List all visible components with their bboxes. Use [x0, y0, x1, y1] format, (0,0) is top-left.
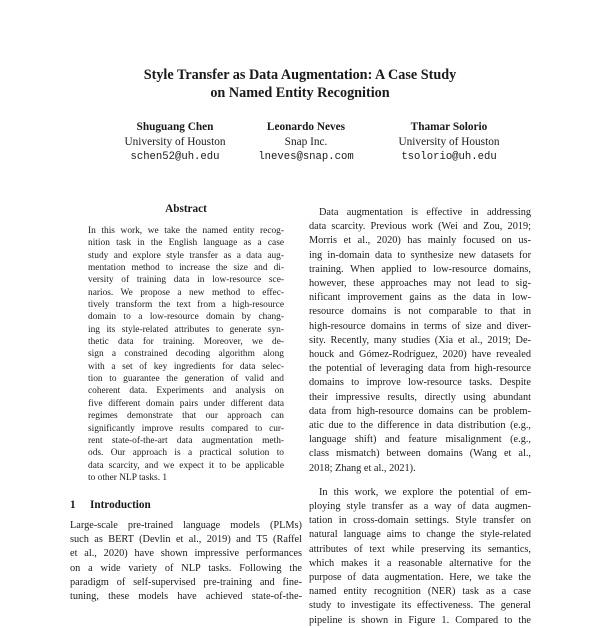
abstract-line: regimes demonstrate that our approach can — [88, 411, 284, 422]
body-line: tation in cross-domain settings. Style transfer on — [309, 515, 531, 527]
author-email: tsolorio@uh.edu — [401, 151, 497, 163]
abstract-line: with a set of key ingredients for data selec- — [88, 361, 284, 372]
author-affiliation: University of Houston — [124, 136, 226, 148]
title-line-1: Style Transfer as Data Augmentation: A Case Study — [143, 67, 457, 83]
body-line: 2018; Zhang et al., 2021). — [309, 462, 416, 474]
body-line: Morris et al., 2020) has mainly focused on us- — [309, 235, 531, 247]
body-line: resource domains is not comparable to that in — [309, 306, 531, 318]
body-line: high-resource domains in terms of size and diver- — [309, 320, 531, 332]
intro-line: tuning, these models have achieved state-of-the- — [70, 591, 302, 603]
abstract-line: rent state-of-the-art data augmentation meth- — [88, 435, 284, 446]
section-title: Introduction — [90, 499, 151, 511]
intro-line: paradigm of self-supervised pre-training and fine- — [70, 576, 302, 588]
body-line: data from high-resource domains can be problem- — [309, 405, 531, 417]
abstract-line: significantly improve results compared to cur- — [88, 423, 284, 434]
abstract-line: tively transform the text from a high-resource — [88, 300, 284, 311]
body-line: training. When applied to low-resource domains, — [309, 263, 531, 275]
abstract-line: tion to guarantee the generation of valid and — [88, 374, 284, 385]
author-name: Thamar Solorio — [410, 121, 488, 133]
section-number: 1 — [70, 499, 76, 511]
body-line: houck and Gómez-Rodríguez, 2020) have revealed — [309, 349, 531, 361]
body-line: nificant improvement gains as the data in low- — [309, 292, 531, 304]
body-line: however, these approaches may not lead to sig- — [309, 278, 531, 290]
body-line: Data augmentation is effective in addressing — [319, 207, 531, 218]
abstract-line: ing its style-related attributes to generate syn- — [88, 324, 284, 335]
paper-title — [0, 66, 600, 102]
body-line: named entity recognition (NER) task as a case — [309, 586, 531, 598]
intro-line: such as BERT (Devlin et al., 2019) and T5 (Raffel — [70, 534, 302, 546]
abstract-heading: Abstract — [165, 203, 207, 215]
paragraph-gap — [309, 476, 531, 486]
body-line: language shift) and feature misalignment (e.g., — [309, 434, 531, 446]
body-line: natural language aims to change the style-related — [309, 529, 531, 541]
body-line: which makes it a reasonable alternative for the — [309, 557, 531, 569]
body-line: study to investigate its effectiveness. The general — [309, 600, 531, 612]
body-line: pipeline is shown in Figure 1. Compared to the — [309, 614, 531, 626]
abstract-line: domain to a low-resource domain by chang- — [88, 312, 284, 323]
body-line: the potential of leveraging data from high-resource — [309, 363, 531, 375]
abstract-line: ods. Our approach is a practical solution to — [88, 448, 284, 459]
abstract-line: data scarcity, and we expect it to be applicable — [88, 460, 284, 471]
author-block-3 — [364, 120, 534, 165]
abstract-line: to other NLP tasks. 1 — [88, 472, 168, 483]
title-line-2: on Named Entity Recognition — [210, 85, 390, 101]
abstract-line: coherent data. Experiments and analysis on — [88, 386, 284, 397]
author-affiliation: Snap Inc. — [284, 136, 328, 148]
abstract-line: versity of training data in low-resource sce- — [88, 275, 284, 286]
body-line: their impressive results, directly using abundant — [309, 391, 531, 403]
abstract-line: study and explore style transfer as a data aug- — [88, 250, 284, 261]
abstract-line: sign a constrained decoding algorithm along — [88, 349, 284, 360]
body-line: In this work, we explore the potential of em- — [319, 486, 531, 498]
author-email: lneves@snap.com — [258, 151, 354, 163]
abstract-line: five different domain pairs under different data — [88, 398, 284, 409]
introduction-body — [70, 519, 302, 604]
body-line: purpose of data augmentation. Here, we take the — [309, 572, 531, 584]
abstract-line: nition task in the English language as a case — [88, 238, 284, 249]
author-name: Leonardo Neves — [266, 121, 346, 133]
intro-line: Large-scale pre-trained language models (PLMs) — [70, 520, 302, 531]
body-line: ploying style transfer as a way of data augmen- — [309, 501, 531, 513]
abstract-line: mentation method to increase the size and di- — [88, 263, 284, 274]
abstract-line: thetic data for training. Moreover, we de- — [88, 337, 284, 348]
intro-line: et al., 2020) have shown impressive performances — [70, 548, 302, 560]
body-line: attributes of text while preserving its semantics, — [309, 543, 531, 555]
right-column — [309, 206, 531, 628]
abstract-line: narios. We propose a new method to effec- — [88, 287, 284, 298]
author-email: schen52@uh.edu — [130, 151, 220, 163]
section-heading-introduction — [70, 499, 151, 511]
body-line: class mismatch) between domains (Wang et al., — [309, 448, 531, 460]
body-line: atic due to the difference in data distribution (e.g., — [309, 420, 531, 432]
author-affiliation: University of Houston — [398, 136, 500, 148]
body-line: ing in-domain data to synthesize new datasets for — [309, 249, 531, 261]
body-line: sity. Recently, many studies (Xia et al., 2019; De- — [309, 334, 531, 346]
intro-line: on a wide variety of NLP tasks. Following the — [70, 562, 302, 574]
abstract-body — [88, 225, 284, 484]
body-line: data scarcity. Previous work (Wei and Zou, 2019; — [309, 221, 531, 233]
author-name: Shuguang Chen — [136, 121, 214, 133]
abstract-line: In this work, we take the named entity recog- — [88, 226, 284, 236]
body-line: domains to improve low-resource tasks. Despite — [309, 377, 531, 389]
